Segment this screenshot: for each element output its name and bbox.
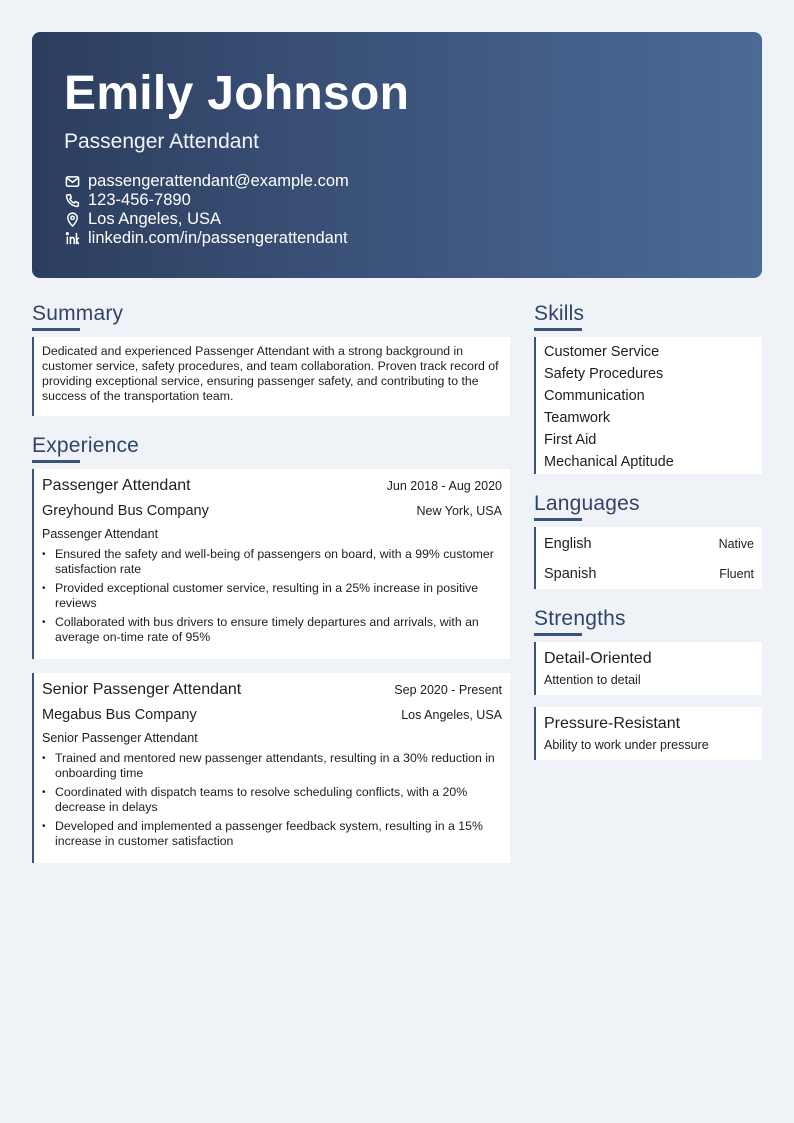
skill-item: Communication [544, 388, 645, 404]
strength-item [534, 707, 762, 760]
side-column [534, 300, 762, 772]
section-underline [534, 328, 582, 331]
job-dates: Jun 2018 - Aug 2020 [386, 479, 502, 493]
section-underline [534, 518, 582, 521]
skill-item: Mechanical Aptitude [544, 454, 674, 470]
mail-icon [64, 174, 80, 190]
language-name: English [544, 536, 592, 552]
location-pin-icon [64, 212, 80, 228]
section-underline [32, 328, 80, 331]
language-item [544, 529, 754, 559]
experience-entry [32, 673, 510, 863]
job-subtitle: Passenger Attendant [42, 527, 159, 541]
skills-heading: Skills [534, 302, 585, 325]
skill-item: Customer Service [544, 344, 660, 360]
language-level: Native [718, 537, 754, 551]
language-level: Fluent [719, 567, 754, 581]
candidate-name: Emily Johnson [64, 67, 410, 120]
job-company: Greyhound Bus Company [42, 503, 209, 519]
summary-card [32, 337, 510, 416]
strength-desc: Ability to work under pressure [544, 738, 709, 752]
candidate-title: Passenger Attendant [64, 130, 259, 153]
skill-item: Teamwork [544, 410, 611, 426]
job-bullet: • Provided exceptional customer service, resulting in a 25% increase in positive reviews [42, 581, 502, 611]
job-role: Senior Passenger Attendant [42, 681, 242, 698]
strengths-heading: Strengths [534, 607, 626, 630]
job-bullet: • Coordinated with dispatch teams to resolve scheduling conflicts, with a 20% decrease in delays [42, 785, 502, 815]
job-bullet: • Collaborated with bus drivers to ensure timely departures and arrivals, with an average on-time rate of 95% [42, 615, 502, 645]
job-role: Passenger Attendant [42, 477, 191, 494]
job-company: Megabus Bus Company [42, 707, 197, 723]
job-bullet: • Developed and implemented a passenger feedback system, resulting in a 15% increase in customer satisfaction [42, 819, 502, 849]
job-bullet: • Ensured the safety and well-being of passengers on board, with a 99% customer satisfaction rate [42, 547, 502, 577]
job-dates: Sep 2020 - Present [394, 683, 502, 697]
section-underline [534, 633, 582, 636]
skills-card [534, 337, 762, 474]
job-subtitle: Senior Passenger Attendant [42, 731, 198, 745]
phone-icon [64, 193, 80, 209]
skill-item: Safety Procedures [544, 366, 664, 382]
contact-location [64, 210, 730, 229]
contact-phone-text: 123-456-7890 [88, 191, 191, 209]
contact-linkedin-text: linkedin.com/in/passengerattendant [88, 229, 348, 247]
job-bullets [42, 547, 502, 645]
skill-item: First Aid [544, 432, 597, 448]
strength-name: Detail-Oriented [544, 650, 652, 667]
summary-text: Dedicated and experienced Passenger Attendant with a strong background in customer service, safety procedures, and team collaboration. Proven track record of providing exceptional service, ensuring passenger safety, and contributing to the success of the transportation team. [42, 344, 499, 403]
strength-desc: Attention to detail [544, 673, 641, 687]
summary-heading: Summary [32, 302, 124, 325]
language-name: Spanish [544, 566, 597, 582]
job-bullet: • Trained and mentored new passenger attendants, resulting in a 30% reduction in onboarding time [42, 751, 502, 781]
strength-name: Pressure-Resistant [544, 715, 681, 732]
job-bullets [42, 751, 502, 849]
languages-heading: Languages [534, 492, 640, 515]
job-location: New York, USA [416, 504, 502, 518]
resume-header [32, 32, 762, 278]
language-item [544, 559, 754, 589]
contact-linkedin[interactable] [64, 229, 730, 248]
strength-item [534, 642, 762, 695]
linkedin-icon [64, 231, 80, 247]
contact-email[interactable] [64, 172, 730, 191]
contact-email-text: passengerattendant@example.com [88, 172, 349, 190]
main-column [32, 300, 510, 877]
languages-card [534, 527, 762, 589]
experience-entry [32, 469, 510, 659]
contact-location-text: Los Angeles, USA [88, 210, 221, 228]
experience-heading: Experience [32, 434, 140, 457]
job-location: Los Angeles, USA [401, 708, 502, 722]
contact-list [64, 172, 730, 248]
contact-phone[interactable] [64, 191, 730, 210]
section-underline [32, 460, 80, 463]
